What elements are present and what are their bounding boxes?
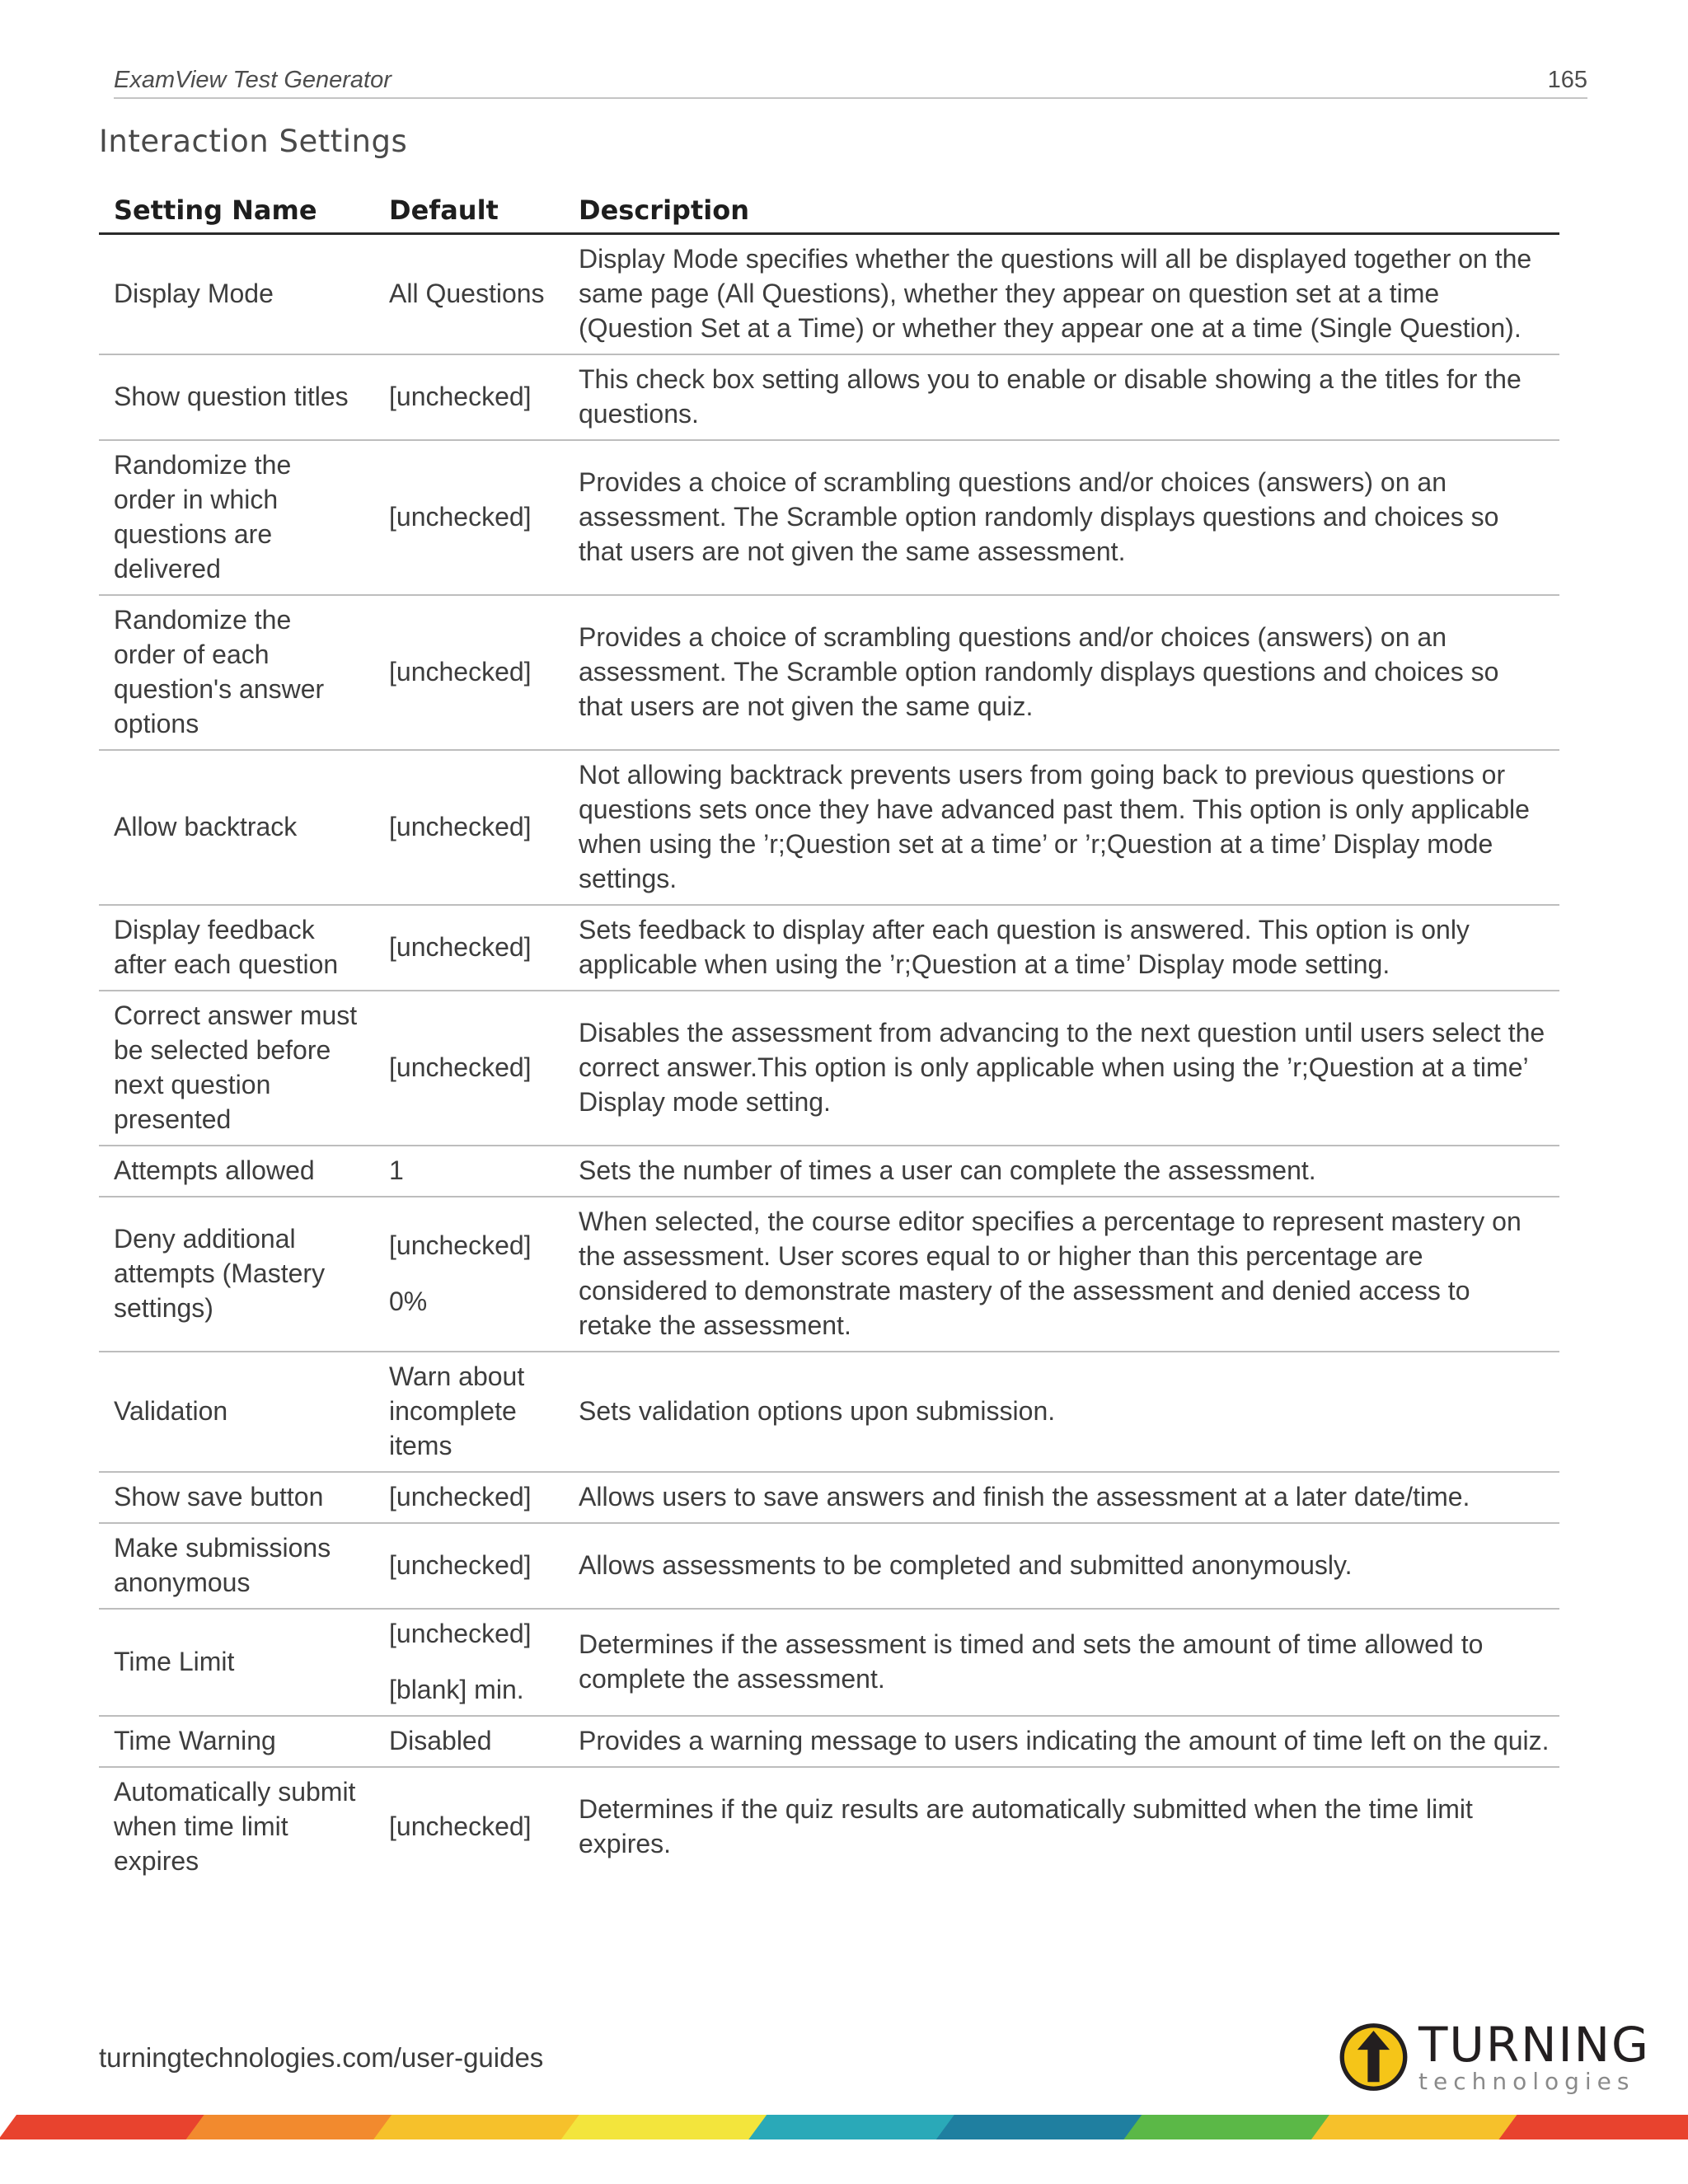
default-value-cell: [374, 1609, 564, 1716]
default-value-cell: [374, 1472, 564, 1523]
stripe-segment: [1123, 2115, 1331, 2139]
default-value-cell: [374, 354, 564, 440]
section-title: Interaction Settings: [99, 124, 408, 159]
description-cell: Sets validation options upon submission.: [564, 1352, 1559, 1472]
description-cell: Provides a choice of scrambling questions and/or choices (answers) on an assessment. The Scramble option randomly displays questions and choices so that users are not given the same quiz.: [564, 595, 1559, 750]
turning-arrow-circle-icon: [1337, 2018, 1410, 2097]
setting-name-cell: Attempts allowed: [99, 1146, 374, 1197]
column-header-description: Description: [564, 186, 1559, 234]
logo-word: TURNING: [1418, 2017, 1650, 2073]
default-value-cell: [374, 234, 564, 355]
page-number: 165: [1547, 67, 1587, 93]
description-cell: Determines if the assessment is timed and sets the amount of time allowed to complete the assessment.: [564, 1609, 1559, 1716]
default-value-cell: [374, 1197, 564, 1352]
column-header-setting-name: Setting Name: [99, 186, 374, 234]
setting-name-cell: Randomize the order in which questions are delivered: [99, 440, 374, 595]
setting-name-cell: Randomize the order of each question's answer options: [99, 595, 374, 750]
setting-name-cell: Show save button: [99, 1472, 374, 1523]
default-value: Warn about incomplete items: [389, 1361, 525, 1460]
table-row: [99, 905, 1559, 991]
default-value: All Questions: [389, 279, 545, 308]
default-value-cell: [374, 1716, 564, 1767]
description-cell: Sets the number of times a user can complete the assessment.: [564, 1146, 1559, 1197]
default-value-cell: [374, 595, 564, 750]
default-value: 1: [389, 1155, 404, 1185]
default-value: [unchecked]: [389, 382, 532, 411]
table-row: [99, 1146, 1559, 1197]
column-header-default: Default: [374, 186, 564, 234]
description-cell: Display Mode specifies whether the questions will all be displayed together on the same page (All Questions), whether they appear on question set at a time (Question Set at a Time) or whether they appear one at a time (Single Question).: [564, 234, 1559, 355]
default-value-cell: [374, 750, 564, 905]
description-cell: Sets feedback to display after each question is answered. This option is only applicable when using the ’r;Question at a time’ Display mode setting.: [564, 905, 1559, 991]
default-value: [blank] min.: [389, 1675, 524, 1704]
document-title: ExamView Test Generator: [114, 67, 392, 93]
default-value: Disabled: [389, 1726, 492, 1755]
table-row: [99, 234, 1559, 355]
table-row: [99, 1472, 1559, 1523]
default-value: [unchecked]: [389, 1230, 532, 1260]
stripe-segment: [186, 2115, 394, 2139]
default-value: [unchecked]: [389, 657, 532, 687]
settings-table-body: [99, 234, 1559, 1887]
footer-url: turningtechnologies.com/user-guides: [99, 2042, 544, 2073]
description-cell: When selected, the course editor specifies a percentage to represent mastery on the assessment. User scores equal to or higher than this percentage are considered to demonstrate mastery of the assessment and denied access to retake the assessment.: [564, 1197, 1559, 1352]
default-value-cell: [374, 1523, 564, 1609]
setting-name-cell: Automatically submit when time limit expires: [114, 1777, 356, 1876]
description-cell: Allows assessments to be completed and submitted anonymously.: [564, 1523, 1559, 1609]
stripe-segment: [373, 2115, 581, 2139]
default-value: [unchecked]: [389, 1052, 532, 1082]
default-value-cell: [374, 1352, 564, 1472]
default-value: [unchecked]: [389, 932, 532, 962]
table-row: [99, 595, 1559, 750]
stripe-segment: [1311, 2115, 1519, 2139]
default-value: [unchecked]: [389, 1811, 532, 1841]
table-row: [99, 1767, 1559, 1886]
page-header: [114, 63, 1587, 99]
table-row: [99, 440, 1559, 595]
description-cell: Disables the assessment from advancing to the next question until users select the correct answer.This option is only applicable when using the ’r;Question at a time’ Display mode setting.: [564, 991, 1559, 1146]
default-value-cell: [374, 1146, 564, 1197]
turning-technologies-logo: [1337, 2016, 1650, 2098]
stripe-segment: [1498, 2115, 1688, 2139]
footer-color-stripe: [0, 2115, 1688, 2139]
setting-name-cell: Time Limit: [99, 1609, 374, 1716]
table-row: [99, 1352, 1559, 1472]
description-cell: Allows users to save answers and finish the assessment at a later date/time.: [564, 1472, 1559, 1523]
description-cell: Determines if the quiz results are automatically submitted when the time limit expires.: [579, 1794, 1473, 1858]
default-value: 0%: [389, 1286, 428, 1316]
setting-name-cell: Make submissions anonymous: [99, 1523, 374, 1609]
default-value: [unchecked]: [389, 1619, 532, 1648]
default-value: [unchecked]: [389, 502, 532, 532]
setting-name-cell: Allow backtrack: [99, 750, 374, 905]
default-value-cell: [374, 440, 564, 595]
description-cell: This check box setting allows you to enable or disable showing a the titles for the questions.: [564, 354, 1559, 440]
table-header-row: [99, 186, 1559, 234]
setting-name-cell: Show question titles: [99, 354, 374, 440]
description-cell: Not allowing backtrack prevents users from going back to previous questions or questions sets once they have advanced past them. This option is only applicable when using the ’r;Question set at a time’ or ’r;Question at a time’ Display mode settings.: [564, 750, 1559, 905]
stripe-segment: [936, 2115, 1144, 2139]
logo-subword: technologies: [1418, 2068, 1635, 2095]
stripe-segment: [748, 2115, 956, 2139]
stripe-segment: [0, 2115, 206, 2139]
table-row: [99, 1523, 1559, 1609]
description-cell: Provides a warning message to users indicating the amount of time left on the quiz.: [564, 1716, 1559, 1767]
setting-name-cell: Validation: [99, 1352, 374, 1472]
default-value: [unchecked]: [389, 1550, 532, 1580]
setting-name-cell: Display Mode: [99, 234, 374, 355]
description-cell: Provides a choice of scrambling questions and/or choices (answers) on an assessment. The Scramble option randomly displays questions and choices so that users are not given the same assessment.: [564, 440, 1559, 595]
table-row: [99, 1197, 1559, 1352]
setting-name-cell: Time Warning: [99, 1716, 374, 1767]
table-row: [99, 1609, 1559, 1716]
default-value-cell: [374, 905, 564, 991]
table-row: [99, 1716, 1559, 1767]
setting-name-cell: Deny additional attempts (Mastery settings): [99, 1197, 374, 1352]
default-value-cell: [374, 1767, 564, 1886]
default-value-cell: [374, 991, 564, 1146]
stripe-segment: [561, 2115, 769, 2139]
table-row: [99, 354, 1559, 440]
settings-table: [99, 186, 1559, 1886]
default-value: [unchecked]: [389, 812, 532, 841]
setting-name-cell: Display feedback after each question: [99, 905, 374, 991]
setting-name-cell: Correct answer must be selected before next question presented: [99, 991, 374, 1146]
table-row: [99, 991, 1559, 1146]
table-row: [99, 750, 1559, 905]
default-value: [unchecked]: [389, 1482, 532, 1511]
